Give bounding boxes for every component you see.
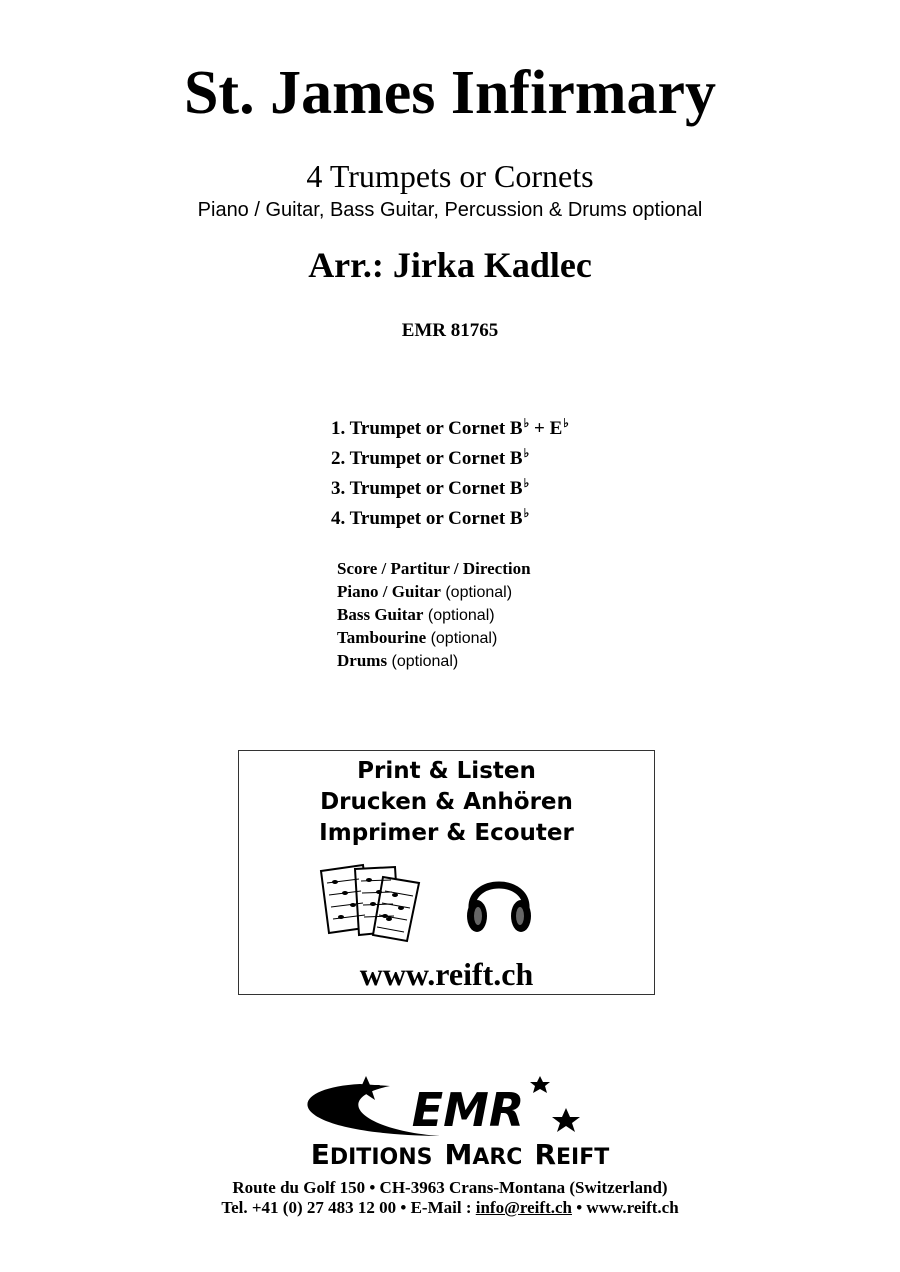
part-label: 2. Trumpet or Cornet B — [331, 448, 523, 469]
contact-prefix: Tel. +41 (0) 27 483 12 00 • E-Mail : — [221, 1198, 476, 1217]
publisher-address: Route du Golf 150 • CH-3963 Crans-Montana (Switzerland) — [232, 1178, 668, 1197]
flat-symbol: ♭ — [523, 416, 530, 430]
emr-logo — [240, 1074, 680, 1170]
extra-part-name: Score / Partitur / Direction — [337, 559, 531, 578]
headphones-icon — [464, 861, 534, 941]
arranger: Arr.: Jirka Kadlec — [308, 245, 592, 285]
part-item — [331, 438, 569, 468]
optional-instruments: Piano / Guitar, Bass Guitar, Percussion & Drums optional — [197, 199, 703, 221]
extra-part-item — [337, 557, 531, 580]
extra-part-item — [337, 626, 531, 649]
extra-part-name: Drums — [337, 651, 388, 670]
part-item — [331, 468, 569, 498]
promo-url: www.reift.ch — [359, 956, 534, 992]
flat-symbol: ♭ — [563, 416, 569, 430]
part-label: 3. Trumpet or Cornet B — [331, 478, 523, 499]
part-label: 4. Trumpet or Cornet B — [331, 508, 523, 529]
publisher-contact — [0, 1199, 900, 1216]
email-link[interactable]: info@reift.ch — [475, 1198, 572, 1217]
part-label: 1. Trumpet or Cornet B — [331, 418, 523, 439]
extra-parts-list — [337, 557, 531, 672]
contact-suffix: • www.reift.ch — [571, 1198, 679, 1217]
promo-line-en: Print & Listen — [357, 758, 536, 784]
extra-part-name: Tambourine — [337, 628, 427, 647]
extra-part-name: Piano / Guitar — [337, 582, 441, 601]
flat-symbol: ♭ — [523, 476, 530, 490]
flat-symbol: ♭ — [523, 446, 530, 460]
catalog-number: EMR 81765 — [401, 320, 499, 341]
extra-part-note: (optional) — [387, 653, 459, 670]
page-title: St. James Infirmary — [183, 59, 717, 127]
extra-part-name: Bass Guitar — [337, 605, 424, 624]
part-label-extra: + E — [529, 418, 563, 439]
part-item — [331, 408, 569, 438]
extra-part-note: (optional) — [426, 630, 498, 647]
sheet-music-icon — [315, 861, 425, 943]
print-listen-box — [238, 750, 655, 995]
parts-list — [331, 408, 569, 528]
promo-line-de: Drucken & Anhören — [320, 789, 573, 815]
extra-part-item — [337, 603, 531, 626]
extra-part-note: (optional) — [440, 584, 513, 601]
extra-part-item — [337, 649, 531, 672]
part-item — [331, 498, 569, 528]
logo-emr-text: EMR — [411, 1083, 525, 1137]
extra-part-item — [337, 580, 531, 603]
extra-part-note: (optional) — [423, 607, 495, 624]
instrumentation-subtitle: 4 Trumpets or Cornets — [306, 158, 594, 194]
publisher-name: EDITIONS MARC REIFT — [310, 1138, 610, 1170]
promo-line-fr: Imprimer & Ecouter — [319, 820, 574, 846]
flat-symbol: ♭ — [523, 506, 530, 520]
